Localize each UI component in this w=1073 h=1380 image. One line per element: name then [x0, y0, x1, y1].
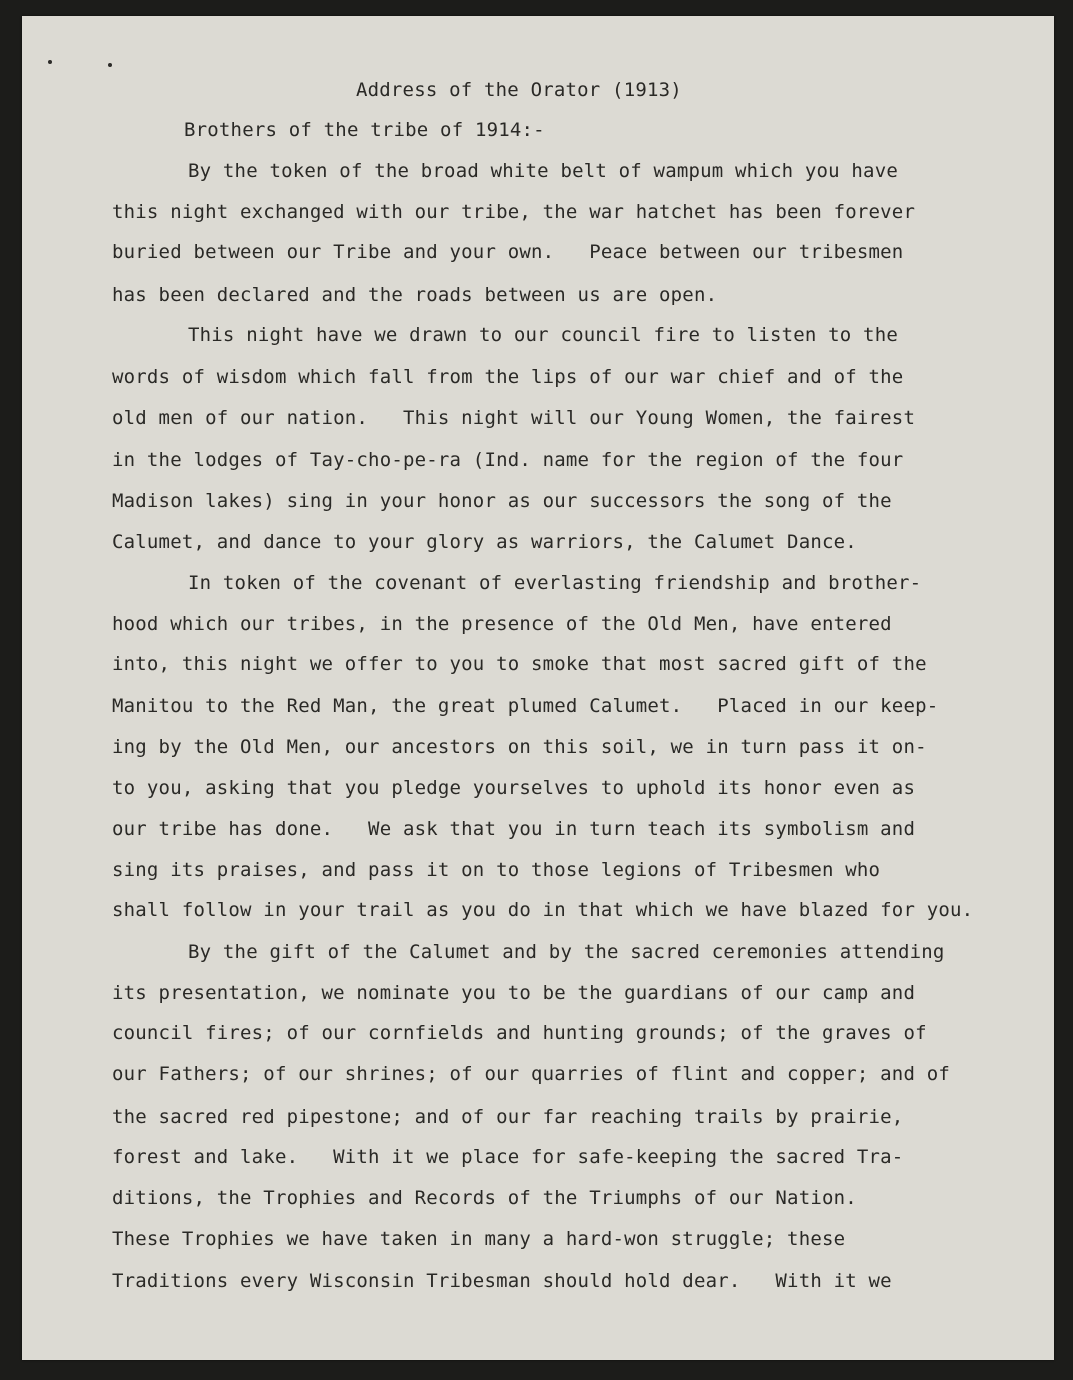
- punch-mark: [48, 60, 52, 64]
- text-line: forest and lake. With it we place for safe-keeping the sacred Tra-: [112, 1146, 904, 1168]
- text-line: ing by the Old Men, our ancestors on this soil, we in turn pass it on-: [112, 736, 927, 758]
- text-line: old men of our nation. This night will our Young Women, the fairest: [112, 407, 916, 429]
- text-line: has been declared and the roads between us are open.: [112, 284, 718, 306]
- text-line: council fires; of our cornfields and hunting grounds; of the graves of: [112, 1022, 927, 1044]
- text-line: shall follow in your trail as you do in that which we have blazed for you.: [112, 899, 974, 921]
- text-line: our tribe has done. We ask that you in turn teach its symbolism and: [112, 818, 916, 840]
- punch-mark: [108, 63, 112, 67]
- document-title: Address of the Orator (1913): [356, 79, 682, 101]
- text-line: sing its praises, and pass it on to those legions of Tribesmen who: [112, 859, 881, 881]
- text-line: Manitou to the Red Man, the great plumed Calumet. Placed in our keep-: [112, 695, 939, 717]
- text-line: this night exchanged with our tribe, the war hatchet has been forever: [112, 201, 916, 223]
- text-line: Traditions every Wisconsin Tribesman should hold dear. With it we: [112, 1270, 892, 1292]
- text-line: Madison lakes) sing in your honor as our successors the song of the: [112, 490, 892, 512]
- text-line: Calumet, and dance to your glory as warriors, the Calumet Dance.: [112, 531, 857, 553]
- text-line: its presentation, we nominate you to be the guardians of our camp and: [112, 982, 916, 1004]
- salutation: Brothers of the tribe of 1914:-: [184, 119, 545, 141]
- text-line: By the token of the broad white belt of wampum which you have: [188, 160, 898, 182]
- text-line: into, this night we offer to you to smoke that most sacred gift of the: [112, 653, 927, 675]
- text-line: These Trophies we have taken in many a hard-won struggle; these: [112, 1228, 846, 1250]
- typewritten-page: [22, 16, 1054, 1360]
- text-line: By the gift of the Calumet and by the sacred ceremonies attending: [188, 941, 945, 963]
- text-line: to you, asking that you pledge yourselves to uphold its honor even as: [112, 777, 916, 799]
- text-line: This night have we drawn to our council fire to listen to the: [188, 324, 898, 346]
- text-line: the sacred red pipestone; and of our far reaching trails by prairie,: [112, 1106, 904, 1128]
- text-line: ditions, the Trophies and Records of the Triumphs of our Nation.: [112, 1187, 857, 1209]
- text-line: words of wisdom which fall from the lips of our war chief and of the: [112, 366, 904, 388]
- text-line: in the lodges of Tay-cho-pe-ra (Ind. name for the region of the four: [112, 449, 904, 471]
- text-line: In token of the covenant of everlasting friendship and brother-: [188, 572, 922, 594]
- text-line: buried between our Tribe and your own. Peace between our tribesmen: [112, 241, 904, 263]
- text-line: our Fathers; of our shrines; of our quarries of flint and copper; and of: [112, 1063, 951, 1085]
- text-line: hood which our tribes, in the presence of the Old Men, have entered: [112, 613, 892, 635]
